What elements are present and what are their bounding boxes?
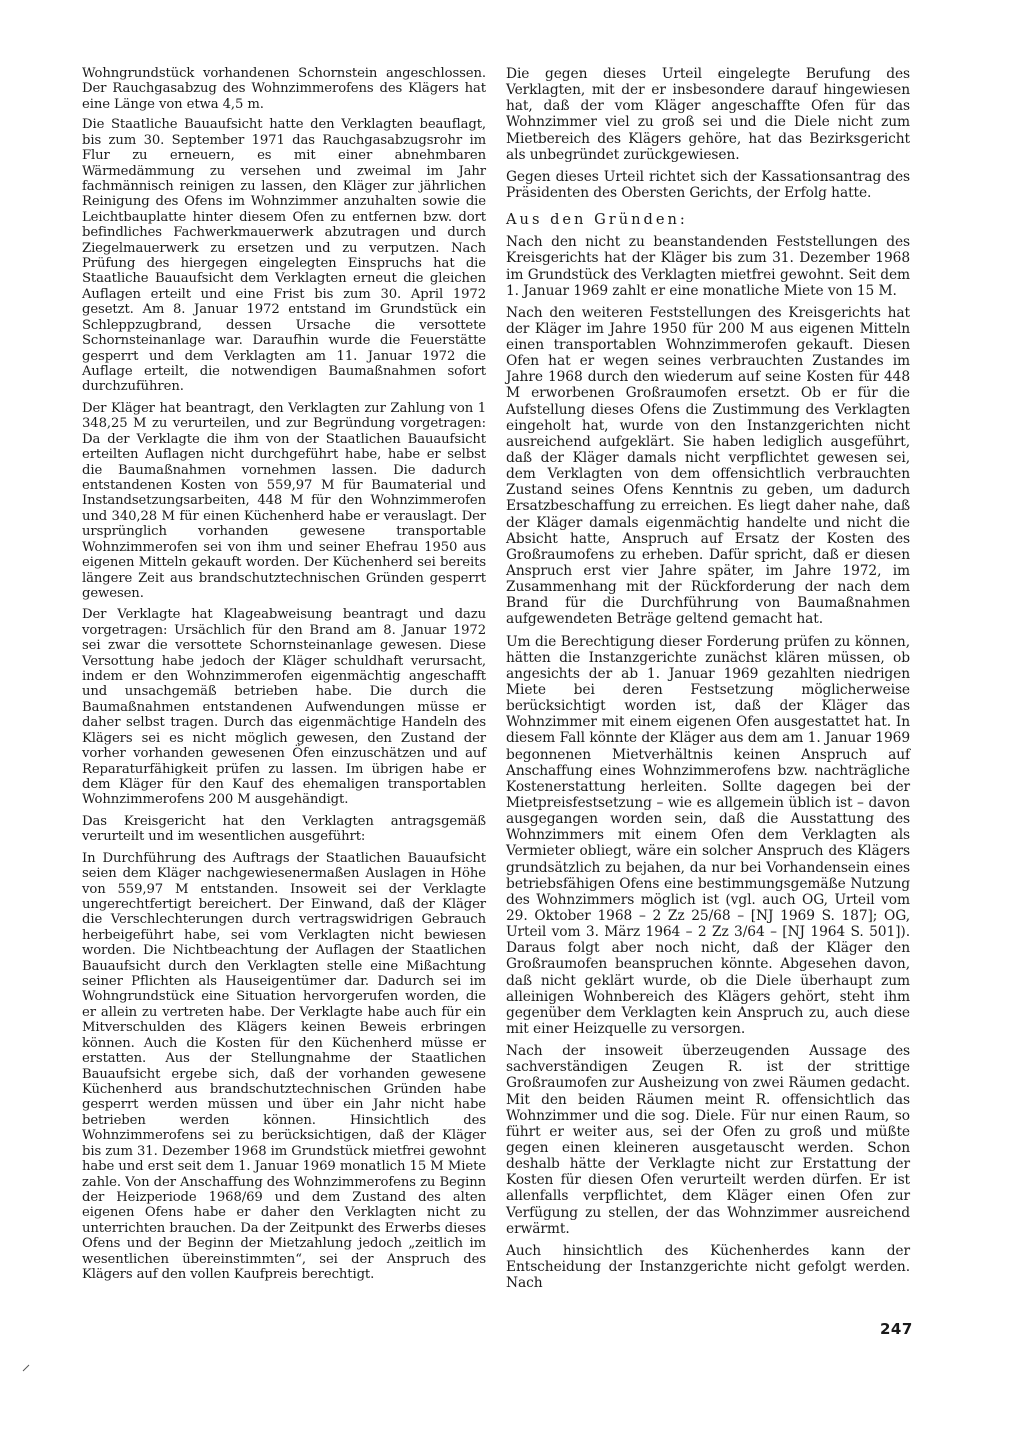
paragraph: Wohngrundstück vorhandenen Schornstein angeschlossen. Der Rauchgasabzug des Wohnzimmerofens des Klägers hat eine Länge von etwa 4,5 m.: [82, 66, 486, 112]
paragraph: Der Verklagte hat Klageabweisung beantragt und dazu vorgetragen: Ursächlich für den Brand am 8. Januar 1972 sei zwar die versottete Schornsteinanlage gewesen. Diese Versottung habe jedoch der Kläger schuldhaft verursacht, indem er den Wohnzimmerofen eigenmächtig angeschafft und unsachgemäß betrieben habe. Die durch die Baumaßnahmen entstandenen Aufwendungen müsse er daher selbst tragen. Durch das eigenmächtige Handeln des Klägers sei es nicht möglich gewesen, den Zustand der vorher vorhanden gewesenen Öfen einzuschätzen und auf Reparaturfähigkeit prüfen zu lassen. Im übrigen habe er dem Kläger für den Kauf des ehemaligen transportablen Wohnzimmerofens 200 M ausgehändigt.: [82, 607, 486, 808]
stray-mark-icon: [22, 1364, 30, 1372]
section-heading: Aus den Gründen:: [506, 211, 688, 229]
paragraph: Nach der insoweit überzeugenden Aussage des sachverständigen Zeugen R. ist der strittige Großraumofen zur Ausheizung von zwei Räumen gedacht. Mit den beiden Räumen meint R. offensichtlich das Wohnzimmer und die sog. Diele. Für nur einen Raum, so führt er weiter aus, sei der Ofen zu groß und müßte gegen einen kleineren ausgetauscht werden. Schon deshalb hätte der Verklagte nicht zur Erstattung der Kosten für diesen Ofen verurteilt werden dürfen. Er ist allenfalls verpflichtet, dem Kläger einen Ofen zur Verfügung zu stellen, der das Wohnzimmer ausreichend erwärmt.: [506, 1043, 910, 1237]
paragraph: Die Staatliche Bauaufsicht hatte den Verklagten beauflagt, bis zum 30. September 1971 das Rauchgasabzugsrohr im Flur zu erneuern, es mit einer abnehmbaren Wärmedämmung zu versehen und zweimal im Jahr fachmännisch reinigen zu lassen, den Kläger zur jährlichen Reinigung des Ofens im Wohnzimmer anzuhalten sowie die Leichtbauplatte hinter diesem Ofen zu entfernen bzw. dort befindliches Fachwerkmauerwerk abzutragen und durch Ziegelmauerwerk zu ersetzen und zu verputzen. Nach Prüfung des hiergegen eingelegten Einspruchs hat die Staatliche Bauaufsicht dem Verklagten erneut die gleichen Auflagen erteilt und eine Frist bis zum 30. April 1972 gesetzt. Am 8. Januar 1972 entstand im Grundstück ein Schleppzugbrand, dessen Ursache die versottete Schornsteinanlage war. Daraufhin wurde die Feuerstätte gesperrt und dem Verklagten am 11. Januar 1972 die Auflage erteilt, die notwendigen Baumaßnahmen sofort durchzuführen.: [82, 117, 486, 395]
left-column: [82, 66, 486, 1288]
paragraph: Gegen dieses Urteil richtet sich der Kassationsantrag des Präsidenten des Obersten Gerichts, der Erfolg hatte.: [506, 168, 910, 201]
paragraph: Der Kläger hat beantragt, den Verklagten zur Zahlung von 1 348,25 M zu verurteilen, und zur Begründung vorgetragen: Da der Verklagte die ihm von der Staatlichen Bauaufsicht erteilten Auflagen nicht durchgeführt habe, habe er selbst die Baumaßnahmen vornehmen lassen. Die dadurch entstandenen Kosten von 559,97 M für Baumaterial und Instandsetzungsarbeiten, 448 M für den Wohnzimmerofen und 340,28 M für einen Küchenherd habe er verauslagt. Der ursprünglich vorhanden gewesene transportable Wohnzimmerofen sei von ihm und seiner Ehefrau 1950 aus eigenen Mitteln gekauft worden. Der Küchenherd sei bereits längere Zeit aus brandschutztechnischen Gründen gesperrt gewesen.: [82, 400, 486, 601]
right-column: [506, 66, 910, 1297]
paragraph: Nach den nicht zu beanstandenden Feststellungen des Kreisgerichts hat der Kläger bis zum 31. Dezember 1968 im Grundstück des Verklagten mietfrei gewohnt. Seit dem 1. Januar 1969 zahlt er eine monatliche Miete von 15 M.: [506, 234, 910, 299]
paragraph: Um die Berechtigung dieser Forderung prüfen zu können, hätten die Instanzgerichte zunächst klären müssen, ob angesichts der ab 1. Januar 1969 gezahlten niedrigen Miete bei deren Festsetzung möglicherweise berücksichtigt worden ist, daß der Kläger das Wohnzimmer mit einem eigenen Ofen ausgestattet hat. In diesem Fall könnte der Kläger aus dem am 1. Januar 1969 begonnenen Mietverhältnis keinen Anspruch auf Anschaffung eines Wohnzimmerofens bzw. nachträgliche Kostenerstattung herleiten. Sollte dagegen bei der Mietpreisfestsetzung – wie es allgemein üblich ist – davon ausgegangen worden sein, daß die Ausstattung des Wohnzimmers mit einem Ofen dem Verklagten als Vermieter obliegt, wäre ein solcher Anspruch des Klägers grundsätzlich zu bejahen, da nur bei Vorhandensein eines betriebsfähigen Ofens eine bestimmungsgemäße Nutzung des Wohnzimmers möglich ist (vgl. auch OG, Urteil vom 29. Oktober 1968 – 2 Zz 25/68 – [NJ 1969 S. 187]; OG, Urteil vom 3. März 1964 – 2 Zz 3/64 – [NJ 1964 S. 501]). Daraus folgt aber noch nicht, daß der Kläger den Großraumofen beanspruchen könnte. Abgesehen davon, daß nicht geklärt wurde, ob die Diele überhaupt zum alleinigen Wohnbereich des Klägers gehört, steht ihm gegenüber dem Verklagten kein Anspruch zu, auch diese mit einer Heizquelle zu versorgen.: [506, 633, 910, 1037]
paragraph: Nach den weiteren Feststellungen des Kreisgerichts hat der Kläger im Jahre 1950 für 200 M aus eigenen Mitteln einen transportablen Wohnzimmerofen gekauft. Diesen Ofen hat er wegen seines verbrauchten Zustandes im Jahre 1968 durch den wiederum auf seine Kosten für 448 M erworbenen Großraumofen ersetzt. Ob er für die Aufstellung dieses Ofens die Zustimmung des Verklagten eingeholt hat, wurde von den Instanzgerichten nicht ausreichend aufgeklärt. Sie haben lediglich ausgeführt, daß der Kläger damals nicht verpflichtet gewesen sei, dem Verklagten von dem offensichtlich verbrauchten Zustand seines Ofens Kenntnis zu geben, um dadurch Ersatzbeschaffung zu erreichen. Es liegt daher nahe, daß der Kläger damals eigenmächtig handelte und nicht die Absicht hatte, Anspruch auf Ersatz der Kosten des Großraumofens zu erheben. Dafür spricht, daß er diesen Anspruch erst vier Jahre später, im Jahre 1972, im Zusammenhang mit der Rückforderung der nach dem Brand für die Durchführung von Baumaßnahmen aufgewendeten Beträge geltend gemacht hat.: [506, 304, 910, 628]
paragraph: Das Kreisgericht hat den Verklagten antragsgemäß verurteilt und im wesentlichen ausgeführt:: [82, 813, 486, 845]
paragraph: In Durchführung des Auftrags der Staatlichen Bauaufsicht seien dem Kläger nachgewiesenermaßen Auslagen in Höhe von 559,97 M entstanden. Insoweit sei der Verklagte ungerechtfertigt bereichert. Der Einwand, daß der Kläger die Verschlechterungen durch vertragswidrigen Gebrauch herbeigeführt habe, sei vom Verklagten nicht bewiesen worden. Die Nichtbeachtung der Auflagen der Staatlichen Bauaufsicht durch den Verklagten stelle eine Mißachtung seiner Pflichten als Hauseigentümer dar. Dadurch sei im Wohngrundstück eine Situation hervorgerufen worden, die er allein zu vertreten habe. Der Verklagte habe auch für ein Mitverschulden des Klägers keinen Beweis erbringen können. Auch die Kosten für den Küchenherd müsse er erstatten. Aus der Stellungnahme der Staatlichen Bauaufsicht ergebe sich, daß der vorhanden gewesene Küchenherd aus brandschutztechnischen Gründen habe gesperrt werden müssen und über ein Jahr nicht habe betrieben werden können. Hinsichtlich des Wohnzimmerofens sei zu berücksichtigen, daß der Kläger bis zum 31. Dezember 1968 im Grundstück mietfrei gewohnt habe und erst seit dem 1. Januar 1969 monatlich 15 M Miete zahle. Von der Anschaffung des Wohnzimmerofens zu Beginn der Heizperiode 1968/69 und dem Zustand des alten eigenen Ofens habe er daher den Verklagten nicht zu unterrichten brauchen. Da der Zeitpunkt des Erwerbs dieses Ofens und der Beginn der Mietzahlung jedoch „zeitlich im wesentlichen übereinstimmten“, sei der Anspruch des Klägers auf den vollen Kaufpreis berechtigt.: [82, 850, 486, 1283]
page-number: 247: [880, 1320, 913, 1338]
paragraph: Auch hinsichtlich des Küchenherdes kann der Entscheidung der Instanzgerichte nicht gefolgt werden. Nach: [506, 1242, 910, 1292]
paragraph: Die gegen dieses Urteil eingelegte Berufung des Verklagten, mit der er insbesondere darauf hingewiesen hat, daß der vom Kläger angeschaffte Ofen für das Wohnzimmer viel zu groß sei und die Diele nicht zum Mietbereich des Klägers gehöre, hat das Bezirksgericht als unbegründet zurückgewiesen.: [506, 66, 910, 163]
